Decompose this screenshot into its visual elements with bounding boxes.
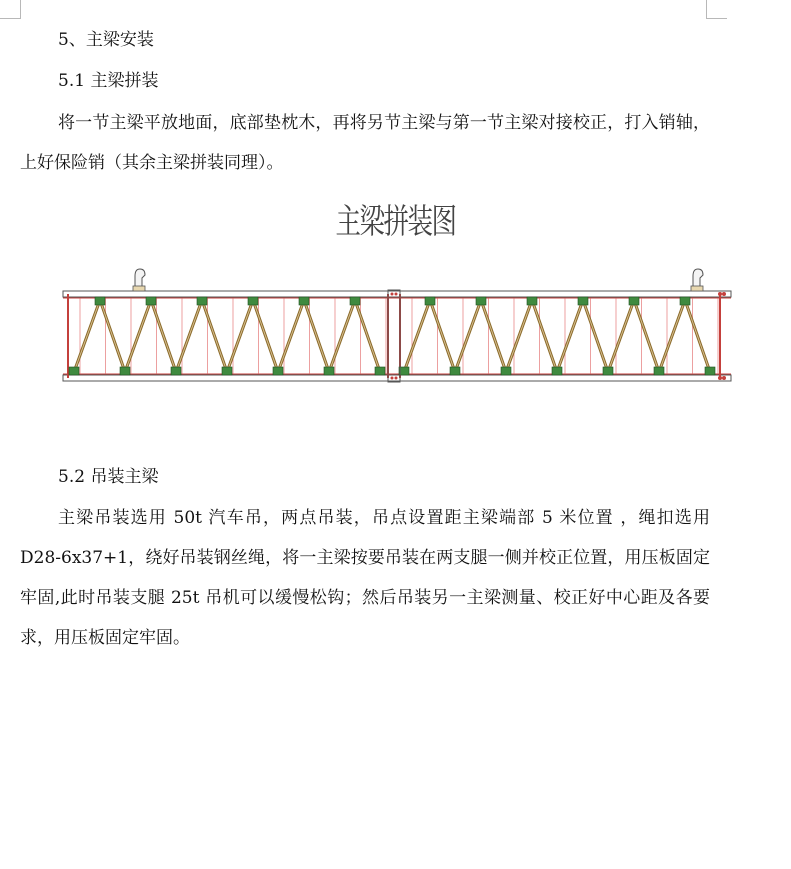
diagonal-web-highlight (74, 300, 100, 372)
gusset-plate (95, 297, 105, 305)
figure-title: 主梁拼装图 (335, 202, 456, 242)
diagonal-web-highlight (100, 300, 125, 372)
diagonal-web-highlight (329, 300, 355, 372)
diagonal-web-highlight (278, 300, 304, 372)
diagonal-web-highlight (557, 300, 583, 372)
gusset-plate (578, 297, 588, 305)
gusset-plate (552, 367, 562, 375)
gusset-plate (654, 367, 664, 375)
section-5-heading: 5、主梁安装 (58, 30, 154, 50)
gusset-plate (248, 297, 258, 305)
diagonal-web-highlight (506, 300, 532, 372)
page-corner-mark-right (706, 0, 727, 19)
gusset-plate (629, 297, 639, 305)
diagonal-web-highlight (151, 300, 176, 372)
diagonal-web-highlight (608, 300, 634, 372)
pin-hole (395, 377, 398, 380)
gusset-plate (425, 297, 435, 305)
diagonal-web-highlight (404, 300, 430, 372)
section-5-2-paragraph: 主梁吊装选用 50t 汽车吊，两点吊装，吊点设置距主梁端部 5 米位置 ，绳扣选用 D28-6x37+1，绕好吊装钢丝绳，将一主梁按要吊装在两支腿一侧并校正位置，用压板固定牢固,此时吊装支腿 25t 吊机可以缓慢松钩；然后吊装另一主梁测量、校正好中心距及各要求，用压板固定牢固。 (20, 508, 710, 648)
pin-hole (395, 293, 398, 296)
gusset-plate (69, 367, 79, 375)
pin-hole (391, 293, 394, 296)
pin-hole (722, 376, 726, 380)
section-5-2-heading: 5.2 吊装主梁 (58, 467, 159, 487)
section-5-1-paragraph: 将一节主梁平放地面，底部垫枕木，再将另节主梁与第一节主梁对接校正，打入销轴，上好保险销（其余主梁拼装同理）。 (20, 113, 710, 173)
page-corner-mark-left (0, 0, 21, 19)
gusset-plate (299, 297, 309, 305)
gusset-plate (375, 367, 385, 375)
gusset-plate (501, 367, 511, 375)
gusset-plate (476, 297, 486, 305)
diagonal-web-highlight (355, 300, 380, 372)
diagonal-web-highlight (634, 300, 659, 372)
diagonal-web-highlight (583, 300, 608, 372)
diagonal-web-highlight (532, 300, 557, 372)
diagonal-web-highlight (176, 300, 202, 372)
gusset-plate (450, 367, 460, 375)
gusset-plate (171, 367, 181, 375)
gusset-plate (705, 367, 715, 375)
pin-hole (718, 376, 722, 380)
pin-hole (718, 292, 722, 296)
truss-girder-drawing (60, 262, 736, 388)
splice-joint (388, 290, 400, 382)
diagonal-web-highlight (125, 300, 151, 372)
gusset-plate (222, 367, 232, 375)
hook-base-plate (133, 286, 145, 291)
diagonal-web-highlight (227, 300, 253, 372)
diagonal-web-highlight (481, 300, 506, 372)
diagonal-web-highlight (430, 300, 455, 372)
gusset-plate (527, 297, 537, 305)
diagonal-web-highlight (685, 300, 710, 372)
pin-hole (722, 292, 726, 296)
gusset-plate (273, 367, 283, 375)
gusset-plate (350, 297, 360, 305)
gusset-plate (324, 367, 334, 375)
diagonal-web-highlight (455, 300, 481, 372)
section-5-1-heading: 5.1 主梁拼装 (58, 71, 159, 91)
diagonal-web-highlight (253, 300, 278, 372)
gusset-plate (197, 297, 207, 305)
diagonal-web-highlight (659, 300, 685, 372)
diagonal-web-highlight (202, 300, 227, 372)
gusset-plate (603, 367, 613, 375)
diagonal-web-highlight (304, 300, 329, 372)
gusset-plate (120, 367, 130, 375)
gusset-plate (680, 297, 690, 305)
pin-hole (391, 377, 394, 380)
gusset-plate (146, 297, 156, 305)
hook-base-plate (691, 286, 703, 291)
